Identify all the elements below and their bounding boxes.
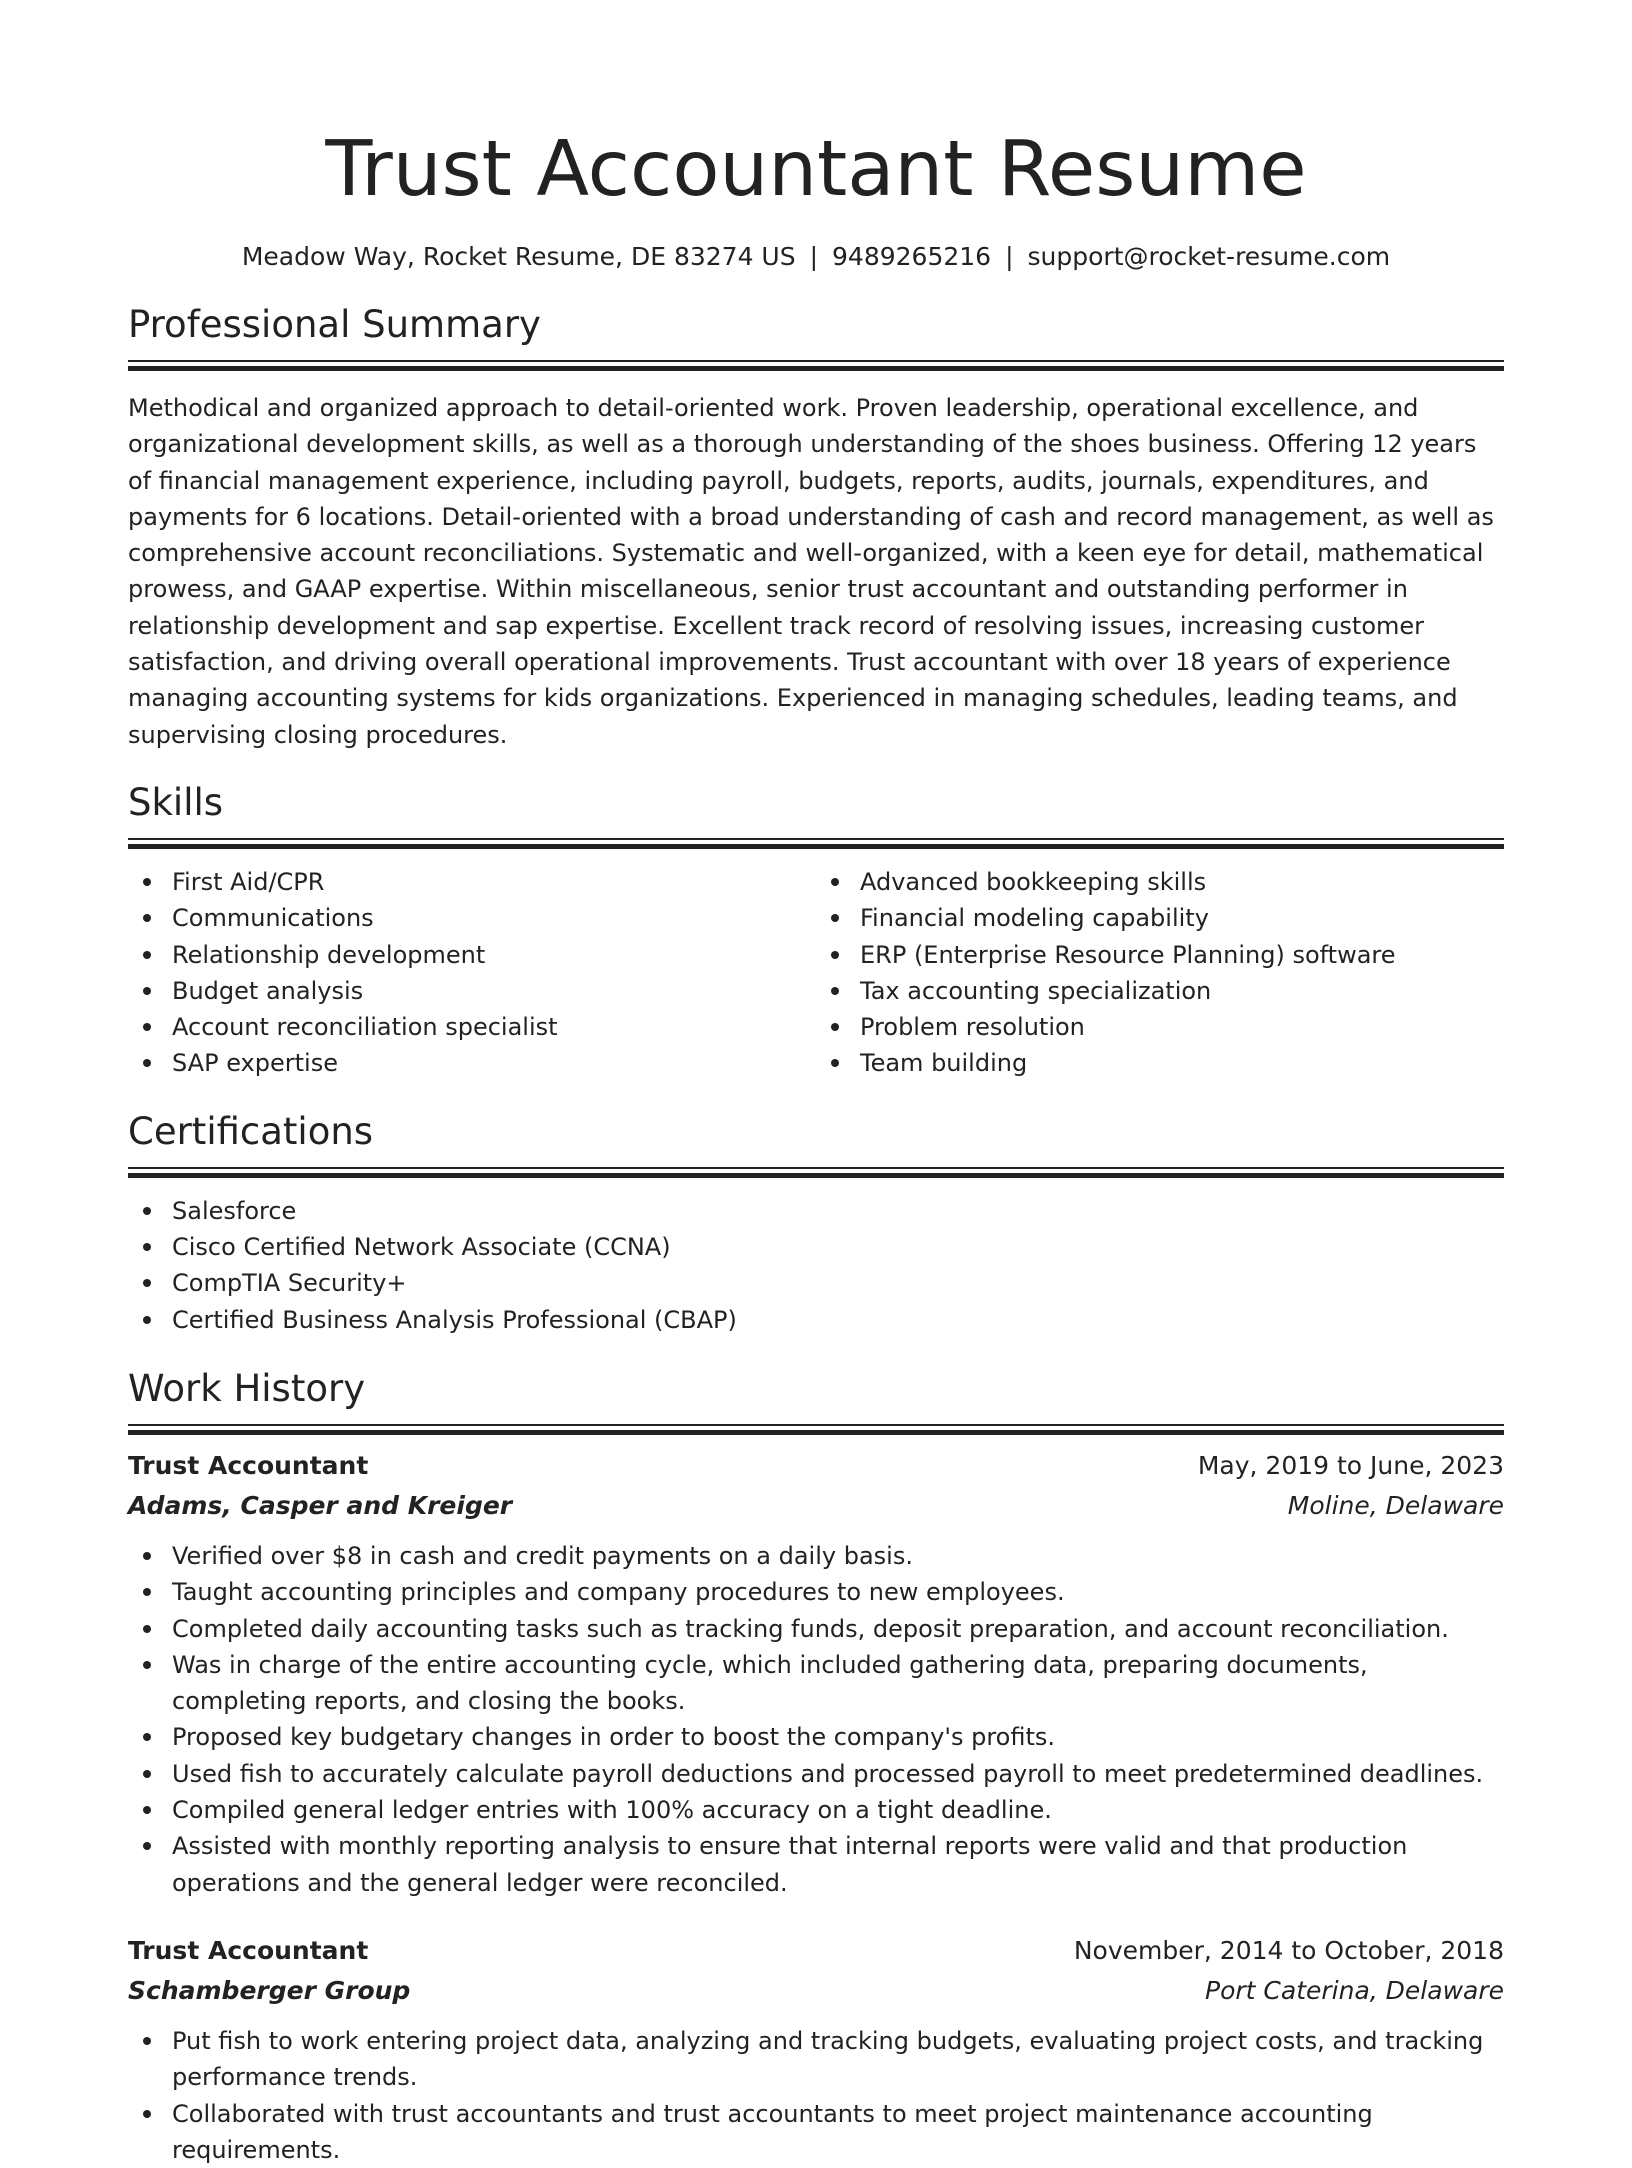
job-entry: [128, 1446, 1504, 1901]
job-duty-item: Taught accounting principles and company procedures to new employees.: [128, 1574, 1504, 1610]
skill-item: Relationship development: [128, 937, 816, 973]
skill-item: Problem resolution: [816, 1009, 1504, 1045]
job-header-row: [128, 1446, 1504, 1486]
work-history-section: [128, 1366, 1504, 2168]
job-location: Moline, Delaware: [1288, 1486, 1504, 1526]
section-heading-skills: Skills: [128, 780, 1504, 826]
job-title: Trust Accountant: [128, 1931, 368, 1971]
contact-address: Meadow Way, Rocket Resume, DE 83274 US: [242, 242, 796, 271]
section-heading-certifications: Certifications: [128, 1109, 1504, 1155]
section-divider: [128, 838, 1504, 848]
skill-item: Budget analysis: [128, 973, 816, 1009]
job-subheader-row: [128, 1971, 1504, 2011]
skill-item: Account reconciliation specialist: [128, 1009, 816, 1045]
job-duty-item: Used fish to accurately calculate payroll deductions and processed payroll to meet predetermined deadlines.: [128, 1756, 1504, 1792]
job-duties-list: [128, 2023, 1504, 2168]
skill-item: First Aid/CPR: [128, 864, 816, 900]
job-company: Schamberger Group: [128, 1971, 410, 2011]
job-header-row: [128, 1931, 1504, 1971]
skills-section: [128, 780, 1504, 1082]
skill-item: ERP (Enterprise Resource Planning) software: [816, 937, 1504, 973]
summary-text: Methodical and organized approach to detail-oriented work. Proven leadership, operational excellence, and organizational development skills, as well as a thorough understanding of the shoes business. Offering 12 years of financial management experience, including payroll, budgets, reports, audits, journals, expenditures, and payments for 6 locations. Detail-oriented with a broad understanding of cash and record management, as well as comprehensive account reconciliations. Systematic and well-organized, with a keen eye for detail, mathematical prowess, and GAAP expertise. Within miscellaneous, senior trust accountant and outstanding performer in relationship development and sap expertise. Excellent track record of resolving issues, increasing customer satisfaction, and driving overall operational improvements. Trust accountant with over 18 years of experience managing accounting systems for kids organizations. Experienced in managing schedules, leading teams, and supervising closing procedures.: [128, 390, 1504, 753]
contact-separator: |: [1005, 241, 1013, 273]
contact-phone: 9489265216: [832, 242, 991, 271]
skills-column-left: [128, 864, 816, 1082]
skills-list-left: [128, 864, 816, 1082]
job-duty-item: Verified over $8 in cash and credit payments on a daily basis.: [128, 1538, 1504, 1574]
job-location: Port Caterina, Delaware: [1205, 1971, 1504, 2011]
section-divider: [128, 360, 1504, 370]
job-duty-item: Collaborated with trust accountants and trust accountants to meet project maintenance accounting requirements.: [128, 2096, 1504, 2168]
job-dates: November, 2014 to October, 2018: [1074, 1931, 1504, 1971]
job-duty-item: Completed daily accounting tasks such as tracking funds, deposit preparation, and account reconciliation.: [128, 1611, 1504, 1647]
job-dates: May, 2019 to June, 2023: [1198, 1446, 1504, 1486]
job-duty-item: Compiled general ledger entries with 100% accuracy on a tight deadline.: [128, 1792, 1504, 1828]
certifications-list: [128, 1193, 1504, 1338]
skills-list-right: [816, 864, 1504, 1082]
resume-title: Trust Accountant Resume: [128, 0, 1504, 216]
job-entry: [128, 1931, 1504, 2168]
contact-line: [128, 241, 1504, 273]
skills-grid: [128, 864, 1504, 1082]
job-duty-item: Proposed key budgetary changes in order to boost the company's profits.: [128, 1719, 1504, 1755]
skills-column-right: [816, 864, 1504, 1082]
skill-item: Communications: [128, 900, 816, 936]
job-duty-item: Was in charge of the entire accounting cycle, which included gathering data, preparing documents, completing reports, and closing the books.: [128, 1647, 1504, 1720]
skill-item: Tax accounting specialization: [816, 973, 1504, 1009]
job-duties-list: [128, 1538, 1504, 1901]
skill-item: Advanced bookkeeping skills: [816, 864, 1504, 900]
contact-separator: |: [810, 241, 818, 273]
job-title: Trust Accountant: [128, 1446, 368, 1486]
certification-item: Salesforce: [128, 1193, 1504, 1229]
job-duty-item: Put fish to work entering project data, analyzing and tracking budgets, evaluating project costs, and tracking performance trends.: [128, 2023, 1504, 2096]
job-company: Adams, Casper and Kreiger: [128, 1486, 512, 1526]
section-heading-summary: Professional Summary: [128, 302, 1504, 348]
section-heading-work-history: Work History: [128, 1366, 1504, 1412]
skill-item: Team building: [816, 1045, 1504, 1081]
contact-email: support@rocket-resume.com: [1028, 242, 1391, 271]
job-duty-item: Assisted with monthly reporting analysis to ensure that internal reports were valid and that production operations and the general ledger were reconciled.: [128, 1828, 1504, 1901]
certification-item: CompTIA Security+: [128, 1265, 1504, 1301]
certification-item: Cisco Certified Network Associate (CCNA): [128, 1229, 1504, 1265]
certifications-section: [128, 1109, 1504, 1338]
summary-section: [128, 302, 1504, 753]
section-divider: [128, 1424, 1504, 1434]
skill-item: SAP expertise: [128, 1045, 816, 1081]
certification-item: Certified Business Analysis Professional (CBAP): [128, 1302, 1504, 1338]
job-subheader-row: [128, 1486, 1504, 1526]
section-divider: [128, 1167, 1504, 1177]
skill-item: Financial modeling capability: [816, 900, 1504, 936]
